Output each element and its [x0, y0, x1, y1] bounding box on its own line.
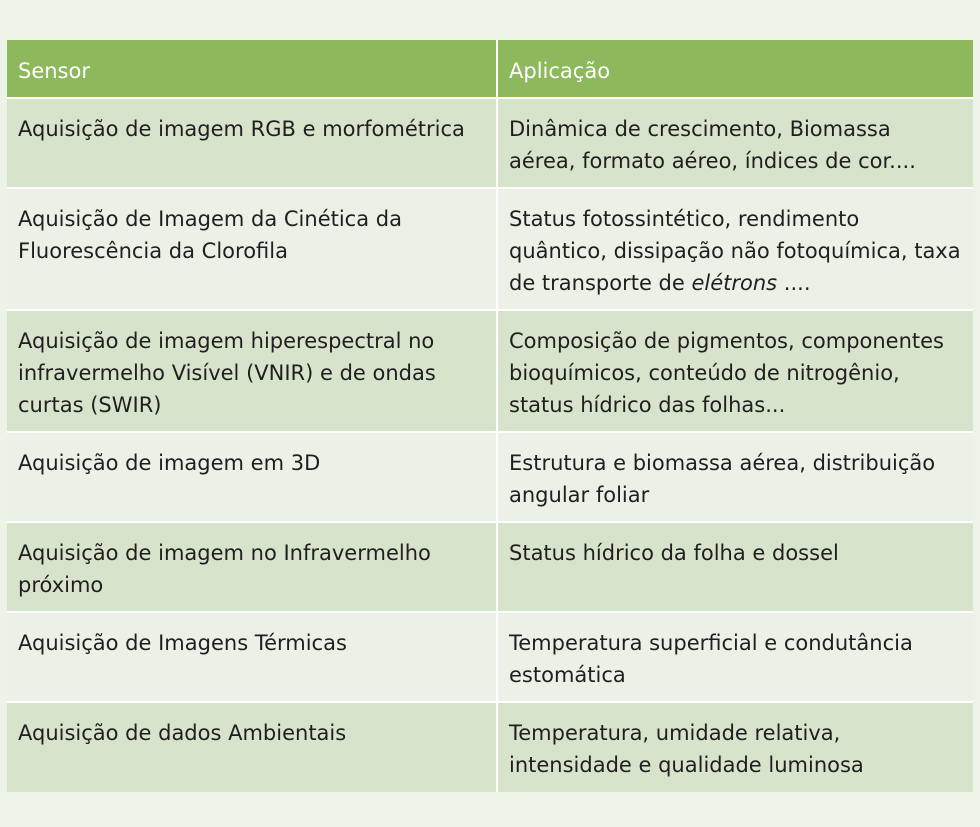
application-text: Status fotossintético, rendimento quântico, dissipação não fotoquímica, taxa de transporte de [509, 207, 961, 295]
table-header-row [7, 40, 973, 98]
table-row [7, 98, 973, 188]
table-row [7, 522, 973, 612]
application-cell: Temperatura, umidade relativa, intensidade e qualidade luminosa [497, 702, 973, 792]
table-row [7, 432, 973, 522]
application-cell [497, 188, 973, 310]
sensor-cell: Aquisição de Imagens Térmicas [7, 612, 497, 702]
header-application: Aplicação [497, 40, 973, 98]
application-emphasis: elétrons [691, 271, 778, 295]
application-cell: Temperatura superficial e condutância estomática [497, 612, 973, 702]
header-sensor: Sensor [7, 40, 497, 98]
sensor-cell: Aquisição de imagem em 3D [7, 432, 497, 522]
application-cell: Estrutura e biomassa aérea, distribuição angular foliar [497, 432, 973, 522]
application-cell: Composição de pigmentos, componentes bioquímicos, conteúdo de nitrogênio, status hídrico das folhas... [497, 310, 973, 432]
application-suffix: .... [777, 271, 811, 295]
table-row [7, 612, 973, 702]
application-cell: Status hídrico da folha e dossel [497, 522, 973, 612]
application-cell: Dinâmica de crescimento, Biomassa aérea, formato aéreo, índices de cor.... [497, 98, 973, 188]
sensor-cell: Aquisição de dados Ambientais [7, 702, 497, 792]
sensor-cell: Aquisição de imagem RGB e morfométrica [7, 98, 497, 188]
sensor-application-table [7, 40, 973, 792]
table-row [7, 310, 973, 432]
sensor-cell: Aquisição de imagem no Infravermelho próximo [7, 522, 497, 612]
sensor-cell: Aquisição de imagem hiperespectral no infravermelho Visível (VNIR) e de ondas curtas (SWIR) [7, 310, 497, 432]
table-row [7, 702, 973, 792]
sensor-application-table-wrapper [7, 40, 973, 792]
sensor-cell: Aquisição de Imagem da Cinética da Fluorescência da Clorofila [7, 188, 497, 310]
table-row [7, 188, 973, 310]
